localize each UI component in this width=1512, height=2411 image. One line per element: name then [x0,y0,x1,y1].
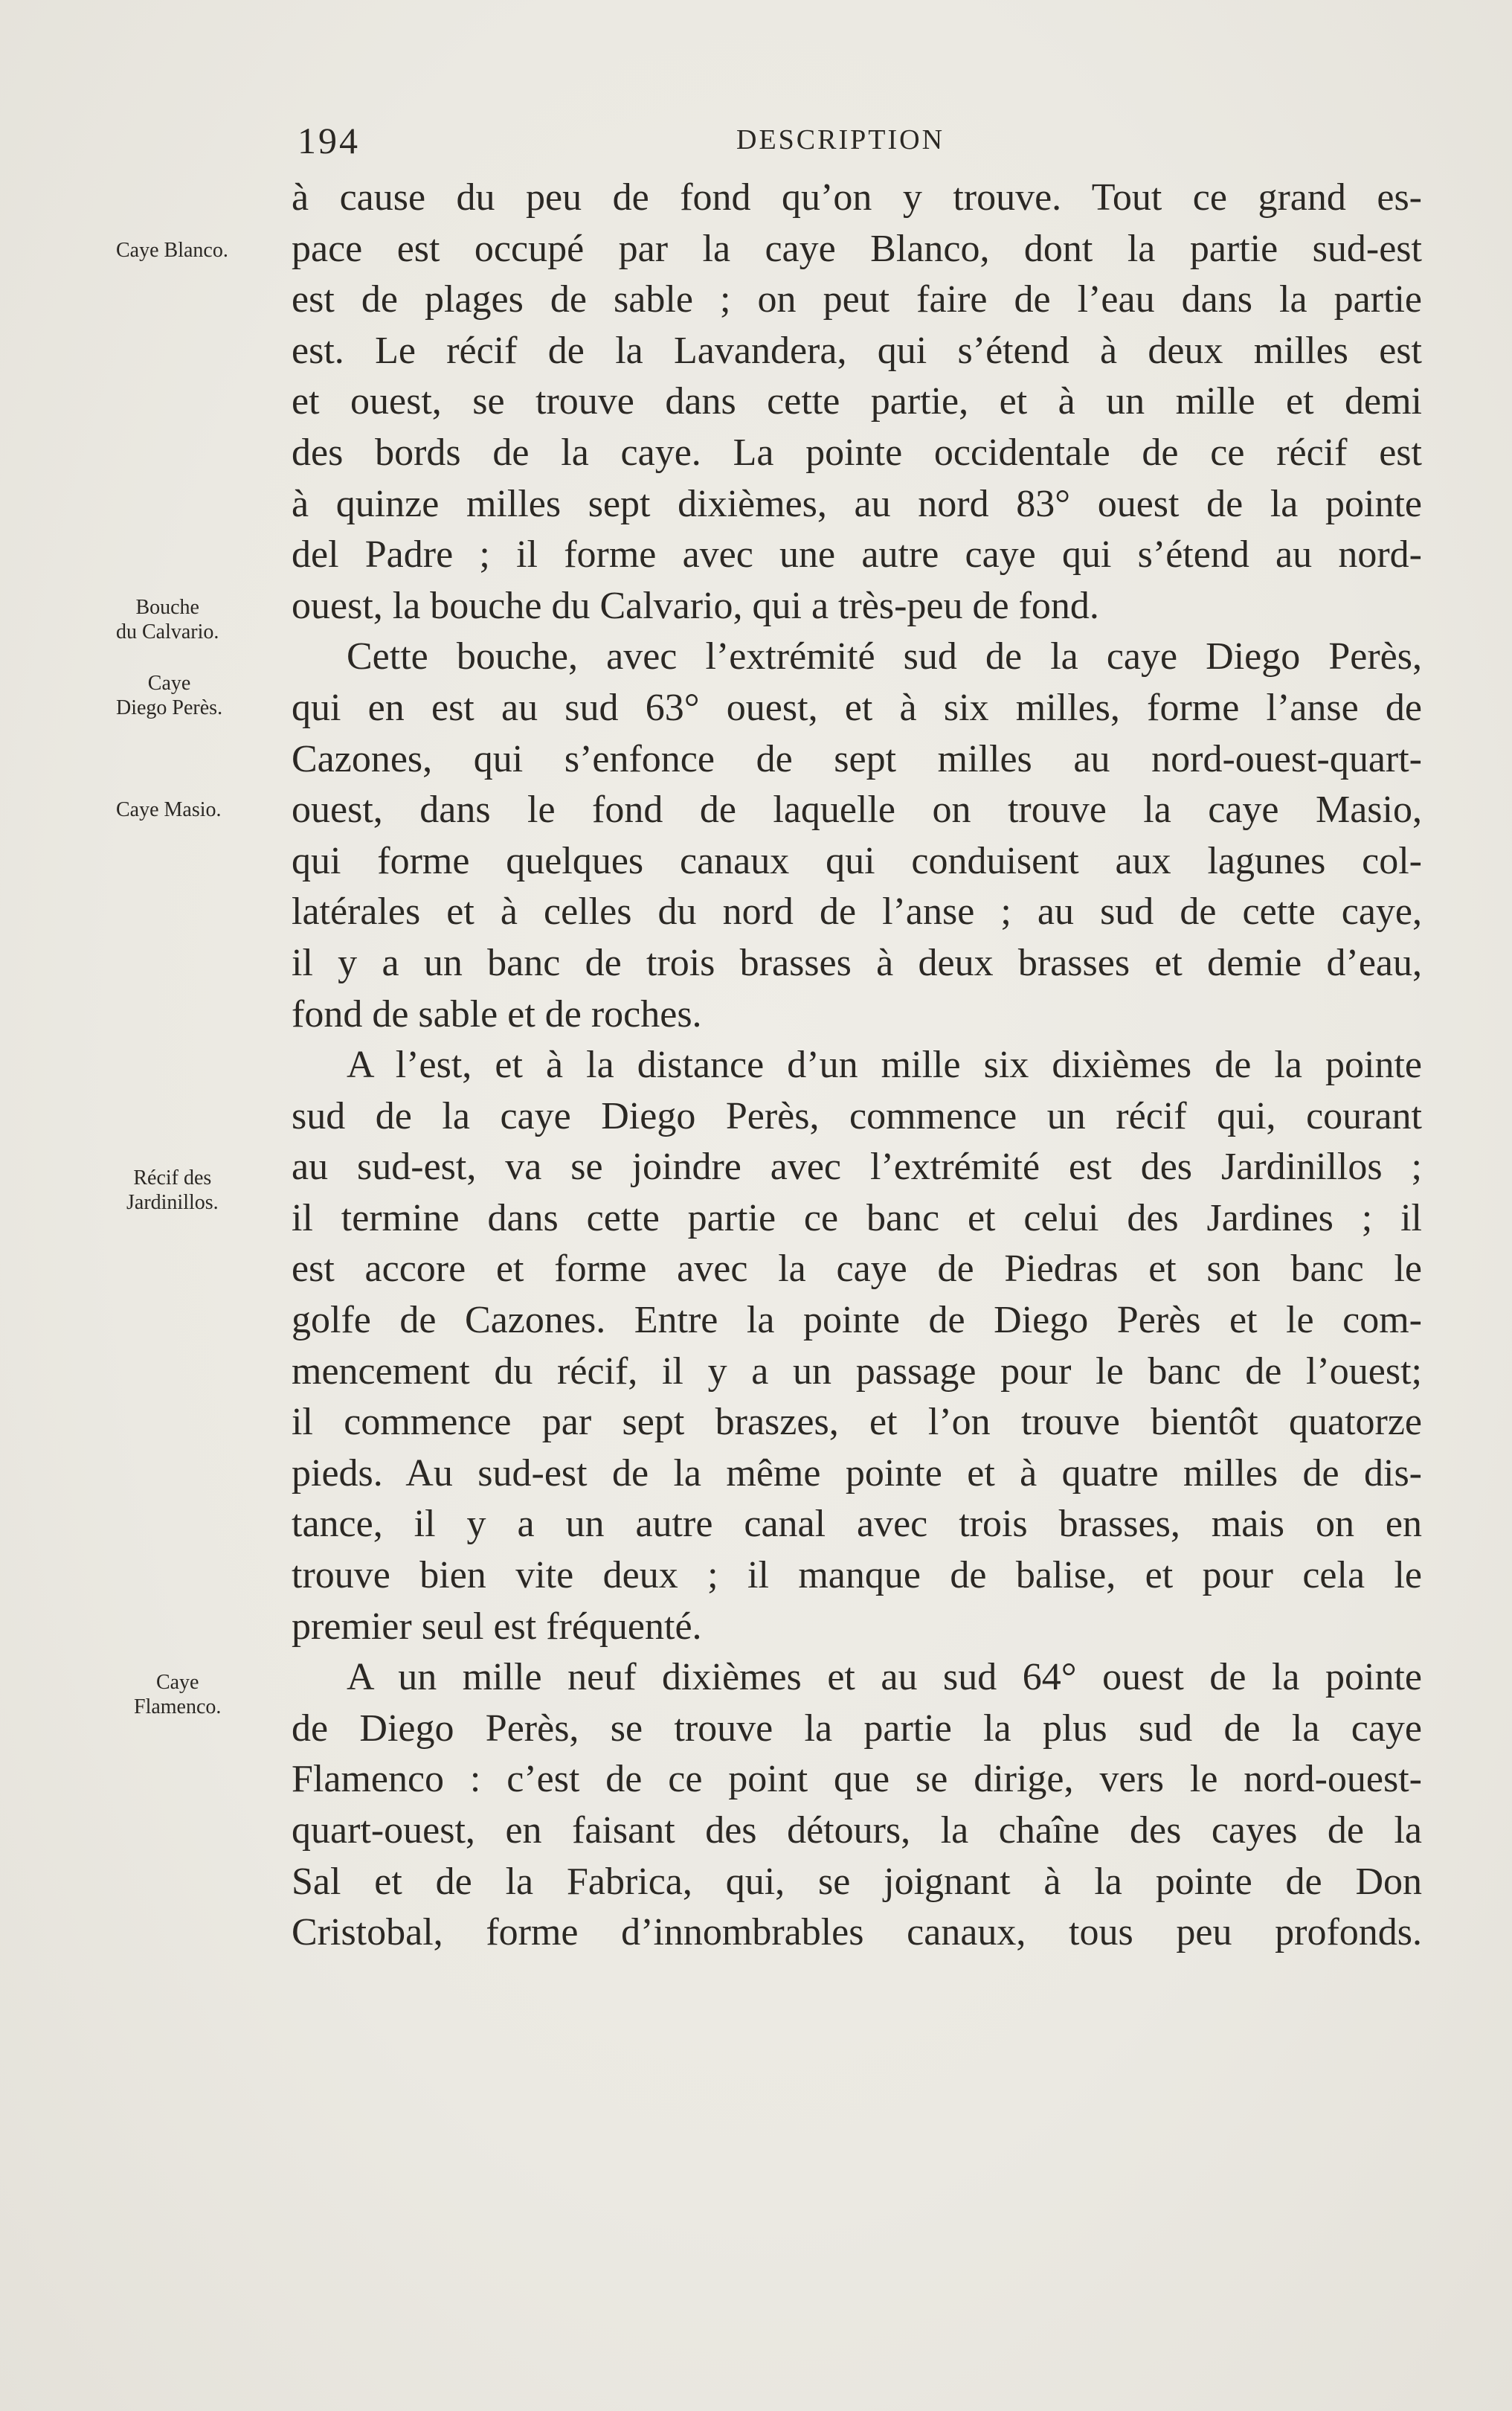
text-line: au sud-est, va se joindre avec l’extrémité est des Jardinillos ; [292,1146,1422,1189]
margin-note-caye-flamenco: Caye Flamenco. [134,1671,222,1718]
text-line: des bords de la caye. La pointe occidentale de ce récif est [292,431,1422,474]
text-line: pace est occupé par la caye Blanco, dont la partie sud-est [292,227,1422,270]
running-head: DESCRIPTION [736,124,945,155]
text-line: est. Le récif de la Lavandera, qui s’étend à deux milles est [292,329,1422,372]
text-line: à cause du peu de fond qu’on y trouve. Tout ce grand es- [292,176,1422,219]
text-line: del Padre ; il forme avec une autre caye qui s’étend au nord- [292,533,1422,577]
text-line: est de plages de sable ; on peut faire de l’eau dans la partie [292,278,1422,321]
text-line: qui forme quelques canaux qui conduisent aux lagunes col- [292,839,1422,882]
page-number: 194 [297,120,360,161]
text-line: Flamenco : c’est de ce point que se dirige, vers le nord-ouest- [292,1758,1422,1801]
margin-note-caye-masio: Caye Masio. [116,798,222,821]
text-line: Cette bouche, avec l’extrémité sud de la caye Diego Perès, [347,635,1422,678]
body-text [292,173,1422,1959]
text-line: premier seul est fréquenté. [292,1605,702,1648]
text-line: A l’est, et à la distance d’un mille six dixièmes de la pointe [347,1044,1422,1087]
margin-note-caye-diego-peres: Caye Diego Perès. [116,672,223,719]
text-line: mencement du récif, il y a un passage pour le banc de l’ouest; [292,1349,1422,1393]
text-line: il commence par sept braszes, et l’on trouve bientôt quatorze [292,1401,1422,1444]
text-line: golfe de Cazones. Entre la pointe de Diego Perès et le com- [292,1299,1422,1342]
text-line: il termine dans cette partie ce banc et celui des Jardines ; il [292,1196,1422,1239]
text-line: à quinze milles sept dixièmes, au nord 83° ouest de la pointe [292,482,1422,525]
text-line: fond de sable et de roches. [292,992,702,1036]
text-line: sud de la caye Diego Perès, commence un récif qui, courant [292,1094,1422,1137]
text-line: tance, il y a un autre canal avec trois brasses, mais on en [292,1503,1422,1546]
text-line: Cazones, qui s’enfonce de sept milles au nord-ouest-quart- [292,737,1422,780]
text-line: qui en est au sud 63° ouest, et à six milles, forme l’anse de [292,686,1422,729]
text-line: A un mille neuf dixièmes et au sud 64° ouest de la pointe [347,1656,1422,1699]
margin-note-bouche-calvario: Bouche du Calvario. [116,596,219,643]
margin-note-caye-blanco: Caye Blanco. [116,239,228,262]
text-line: de Diego Perès, se trouve la partie la plus sud de la caye [292,1707,1422,1750]
text-line: il y a un banc de trois brasses à deux brasses et demie d’eau, [292,941,1422,984]
text-line: et ouest, se trouve dans cette partie, et à un mille et demi [292,380,1422,423]
margin-note-recif-jardinillos: Récif des Jardinillos. [126,1166,219,1214]
text-line: Sal et de la Fabrica, qui, se joignant à la pointe de Don [292,1860,1422,1903]
text-line: Cristobal, forme d’innombrables canaux, tous peu profonds. [292,1911,1422,1954]
text-line: trouve bien vite deux ; il manque de balise, et pour cela le [292,1554,1422,1597]
text-line: latérales et à celles du nord de l’anse ; au sud de cette caye, [292,890,1422,934]
text-line: ouest, la bouche du Calvario, qui a très-peu de fond. [292,584,1099,627]
text-line: pieds. Au sud-est de la même pointe et à quatre milles de dis- [292,1451,1422,1495]
text-line: est accore et forme avec la caye de Piedras et son banc le [292,1248,1422,1291]
text-line: quart-ouest, en faisant des détours, la chaîne des cayes de la [292,1809,1422,1852]
text-line: ouest, dans le fond de laquelle on trouve la caye Masio, [292,789,1422,832]
